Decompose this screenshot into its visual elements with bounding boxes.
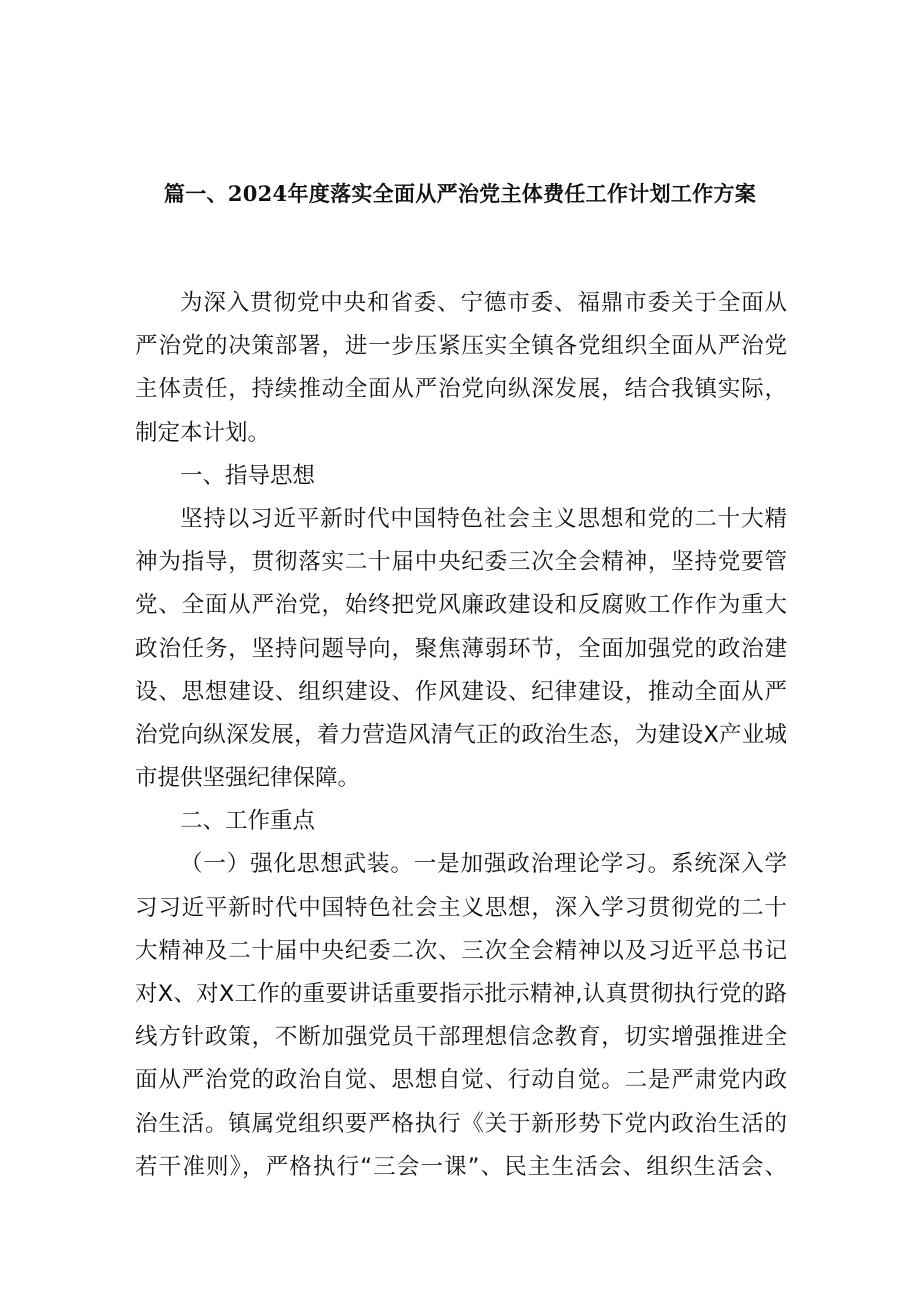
paragraph-line: 大精神及二十届中央纪委二次、三次全会精神以及习近平总书记 [135,937,787,964]
document-body [135,282,787,1189]
section-heading: 二、工作重点 [180,808,316,835]
paragraph-line: 为深入贯彻党中央和省委、宁德市委、福鼎市委关于全面从 [180,290,787,316]
paragraph-line: 对X、对X工作的重要讲话重要指示批示精神,认真贯彻执行党的路 [135,981,787,1007]
paragraph-line: 习习近平新时代中国特色社会主义思想，深入学习贯彻党的二十 [135,894,787,921]
section-heading: 一、指导思想 [180,462,316,489]
paragraph-line: 若干准则》，严格执行“三会一课”、民主生活会、组织生活会、 [135,1153,787,1180]
paragraph-line: 主体责任，持续推动全面从严治党向纵深发展，结合我镇实际， [135,376,787,403]
paragraph-line: 坚持以习近平新时代中国特色社会主义思想和党的二十大精 [180,505,787,532]
paragraph-line: 治党向纵深发展，着力营造风清气正的政治生态，为建设X产业城 [135,721,787,748]
paragraph-line: 党、全面从严治党，始终把党风廉政建设和反腐败工作作为重大 [135,592,787,619]
paragraph-line: 政治任务，坚持问题导向，聚焦薄弱环节，全面加强党的政治建 [135,635,787,662]
paragraph-line: 市提供坚强纪律保障。 [135,765,361,792]
paragraph-line: 神为指导，贯彻落实二十届中央纪委三次全会精神，坚持党要管 [135,549,787,576]
paragraph-line: 面从严治党的政治自觉、思想自觉、行动自觉。二是严肃党内政 [135,1067,787,1094]
paragraph-line: 线方针政策，不断加强党员干部理想信念教育，切实增强推进全 [135,1024,787,1051]
paragraph-line: 制定本计划。 [135,419,271,446]
paragraph-line: 治生活。镇属党组织要严格执行《关于新形势下党内政治生活的 [135,1110,787,1137]
document-title: 篇一、2024年度落实全面从严治党主体费任工作计划工作方案 [163,181,757,206]
paragraph-line: 设、思想建设、组织建设、作风建设、纪律建设，推动全面从严 [135,678,787,705]
paragraph-line: 严治党的决策部署，进一步压紧压实全镇各党组织全面从严治党 [135,333,787,360]
paragraph-line: （一）强化思想武装。一是加强政治理论学习。系统深入学 [180,851,787,878]
